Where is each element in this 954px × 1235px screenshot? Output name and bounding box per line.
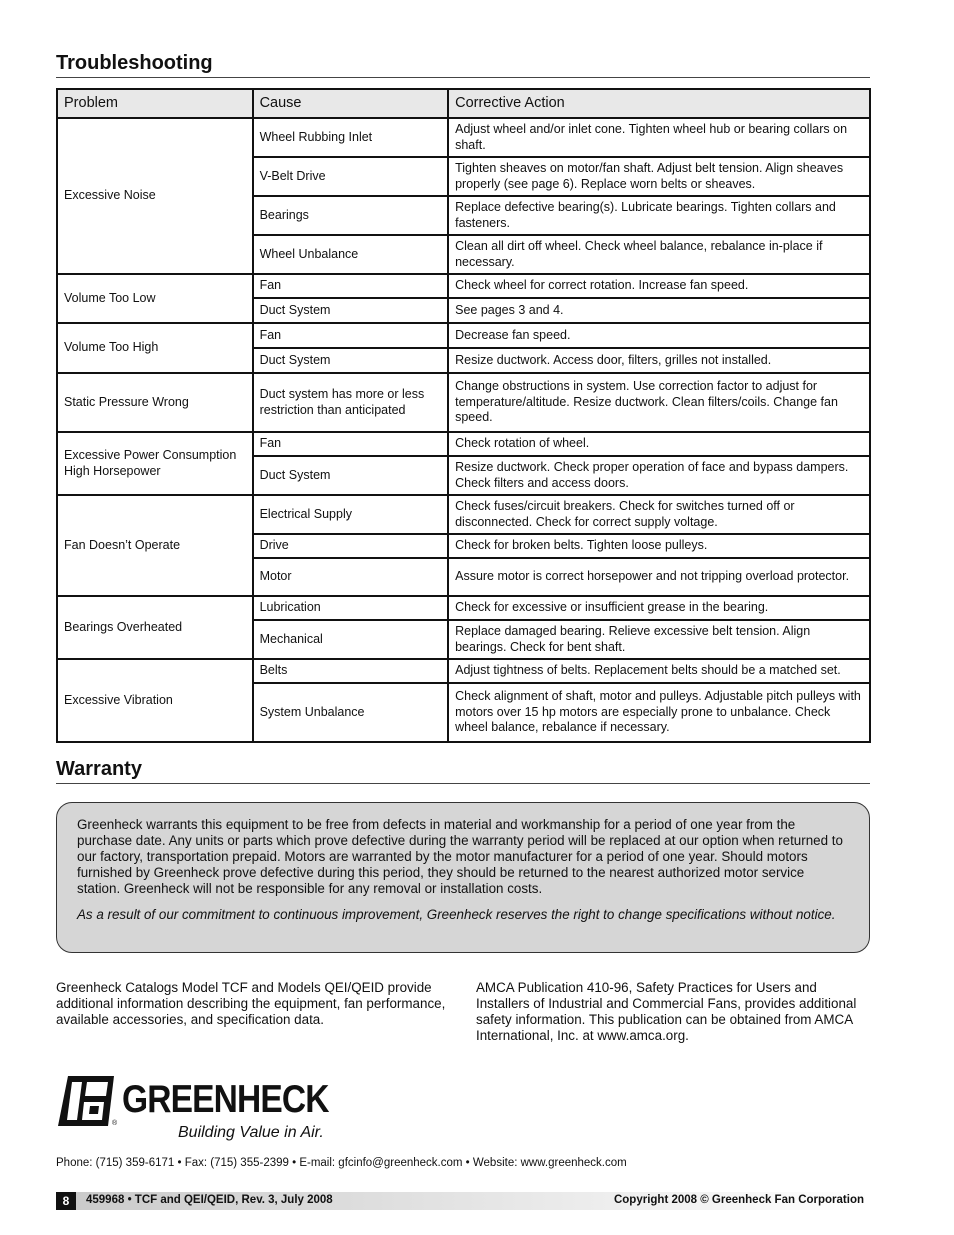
header-cause: Cause [253, 89, 449, 118]
warranty-note: As a result of our commitment to continuous improvement, Greenheck reserves the right to change specifications without notice. [77, 907, 836, 922]
cause-cell: Drive [253, 534, 449, 558]
registered-mark: ® [112, 1120, 118, 1127]
copyright: Copyright 2008 © Greenheck Fan Corporation [613, 1194, 864, 1206]
page-number: 8 [56, 1192, 76, 1210]
document-info: 459968 • TCF and QEI/QEID, Rev. 3, July 2008 [86, 1194, 333, 1206]
corrective-action-cell: Assure motor is correct horsepower and not tripping overload protector. [448, 558, 870, 596]
warranty-body: Greenheck warrants this equipment to be free from defects in material and workmanship for a period of one year from the purchase date. Any units or parts which prove defective during the warranty period will be replaced at our option when returned to our factory, transportation prepaid. Motors are warranted by the motor manufacturer for a period of one year. Should motors furnished by Greenheck prove defective during this period, they should be returned to the nearest authorized motor service station. Greenheck will not be responsible for any removal or installation costs. [77, 817, 843, 896]
problem-cell: Excessive Power Consumption High Horsepower [57, 432, 253, 495]
catalog-note: Greenheck Catalogs Model TCF and Models QEI/QEID provide additional information describing the equipment, fan performance, available accessories, and specification data. [56, 980, 446, 1027]
troubleshooting-table [56, 88, 871, 743]
corrective-action-cell: Replace defective bearing(s). Lubricate bearings. Tighten collars and fasteners. [448, 196, 870, 235]
corrective-action-cell: Tighten sheaves on motor/fan shaft. Adjust belt tension. Align sheaves properly (see page 6). Replace worn belts or sheaves. [448, 157, 870, 196]
cause-cell: Fan [253, 274, 449, 298]
problem-cell: Volume Too High [57, 323, 253, 373]
greenheck-logo-mark-icon [56, 1074, 114, 1128]
corrective-action-cell: Resize ductwork. Access door, filters, grilles not installed. [448, 348, 870, 373]
table-row [57, 373, 870, 432]
corrective-action-cell: Adjust wheel and/or inlet cone. Tighten wheel hub or bearing collars on shaft. [448, 118, 870, 157]
problem-cell: Static Pressure Wrong [57, 373, 253, 432]
cause-cell: Fan [253, 323, 449, 348]
cause-cell: Wheel Rubbing Inlet [253, 118, 449, 157]
header-problem: Problem [57, 89, 253, 118]
contact-info: Phone: (715) 359-6171 • Fax: (715) 355-2399 • E-mail: gfcinfo@greenheck.com • Website: www.greenheck.com [56, 1157, 627, 1169]
logo-wordmark: GREENHECK [122, 1078, 329, 1121]
corrective-action-cell: Replace damaged bearing. Relieve excessive belt tension. Align bearings. Check for bent shaft. [448, 620, 870, 659]
problem-cell: Fan Doesn’t Operate [57, 495, 253, 596]
table-row [57, 596, 870, 620]
corrective-action-cell: Check wheel for correct rotation. Increase fan speed. [448, 274, 870, 298]
cause-cell: Duct system has more or less restriction than anticipated [253, 373, 449, 432]
table-row [57, 495, 870, 534]
corrective-action-cell: Check alignment of shaft, motor and pulleys. Adjustable pitch pulleys with motors over 15 hp motors are especially prone to unbalance. Check wheel balance, rebalance if necessary. [448, 683, 870, 742]
corrective-action-cell: Decrease fan speed. [448, 323, 870, 348]
troubleshooting-title: Troubleshooting [56, 52, 213, 74]
corrective-action-cell: Resize ductwork. Check proper operation of face and bypass dampers. Check filters and access doors. [448, 456, 870, 495]
table-row [57, 432, 870, 456]
cause-cell: Lubrication [253, 596, 449, 620]
corrective-action-cell: Check rotation of wheel. [448, 432, 870, 456]
amca-note: AMCA Publication 410-96, Safety Practices for Users and Installers of Industrial and Commercial Fans, provides additional safety information. This publication can be obtained from AMCA International, Inc. at www.amca.org. [476, 980, 857, 1043]
cause-cell: Electrical Supply [253, 495, 449, 534]
table-row [57, 323, 870, 348]
warranty-box [56, 802, 870, 953]
corrective-action-cell: Adjust tightness of belts. Replacement belts should be a matched set. [448, 659, 870, 683]
cause-cell: Wheel Unbalance [253, 235, 449, 274]
problem-cell: Bearings Overheated [57, 596, 253, 659]
cause-cell: Bearings [253, 196, 449, 235]
problem-cell: Excessive Vibration [57, 659, 253, 742]
corrective-action-cell: Change obstructions in system. Use correction factor to adjust for temperature/altitude. Resize ductwork. Clean filters/coils. Change fan speed. [448, 373, 870, 432]
corrective-action-cell: See pages 3 and 4. [448, 298, 870, 323]
table-row [57, 274, 870, 298]
troubleshooting-rule [56, 77, 870, 78]
cause-cell: Fan [253, 432, 449, 456]
corrective-action-cell: Check fuses/circuit breakers. Check for switches turned off or disconnected. Check for correct supply voltage. [448, 495, 870, 534]
table-header-row [57, 89, 870, 118]
cause-cell: Mechanical [253, 620, 449, 659]
corrective-action-cell: Check for excessive or insufficient grease in the bearing. [448, 596, 870, 620]
logo-tagline: Building Value in Air. [178, 1124, 324, 1141]
cause-cell: Belts [253, 659, 449, 683]
footer-bar [56, 1192, 870, 1210]
table-row [57, 118, 870, 157]
cause-cell: Motor [253, 558, 449, 596]
corrective-action-cell: Check for broken belts. Tighten loose pulleys. [448, 534, 870, 558]
corrective-action-cell: Clean all dirt off wheel. Check wheel balance, rebalance in-place if necessary. [448, 235, 870, 274]
cause-cell: System Unbalance [253, 683, 449, 742]
troubleshooting-body [57, 118, 870, 742]
problem-cell: Volume Too Low [57, 274, 253, 323]
greenheck-logo [56, 1072, 356, 1144]
cause-cell: Duct System [253, 348, 449, 373]
problem-cell: Excessive Noise [57, 118, 253, 274]
cause-cell: Duct System [253, 456, 449, 495]
warranty-title: Warranty [56, 758, 142, 780]
header-corrective-action: Corrective Action [448, 89, 870, 118]
cause-cell: V-Belt Drive [253, 157, 449, 196]
cause-cell: Duct System [253, 298, 449, 323]
table-row [57, 659, 870, 683]
warranty-rule [56, 783, 870, 784]
